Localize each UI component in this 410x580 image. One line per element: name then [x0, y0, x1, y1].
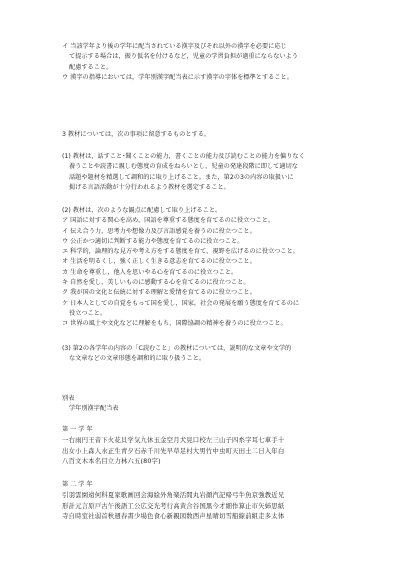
item2: [62, 206, 352, 330]
section3-heading: 3 教材については，次の事項に留意するものとする。: [62, 131, 211, 138]
kanji-line: 八百文木本名目立力林六五(80字): [62, 457, 161, 466]
kanji-line: 一右雨円王音下火花貝学気九休玉金空月犬見口校左三山子四糸字耳七車手十: [62, 436, 285, 445]
section-i-u: [62, 42, 352, 83]
kanji-line: 引羽雲園遠何科夏家歌画回会海絵外角楽活間丸岩顔汽記帰弓牛魚京強教近兄: [62, 491, 285, 500]
appendix-label: 別表: [62, 395, 75, 402]
text-line: て提示する場合は，振り仮名を付けるなど，児童の学習負担が過重にならないよう: [69, 53, 298, 61]
list-item: 役立つこと。: [69, 309, 107, 317]
item3: [62, 344, 352, 365]
text-line: (1) 教材は，話すこと･聞くことの能力，書くことの能力及び読むことの能力を偏りなく: [62, 153, 305, 160]
list-item: コ 世界の風土や文化などに理解をもち，国際協調の精神を養うのに役立つこと。: [62, 320, 287, 328]
grade2-heading: 第 二 学 年: [62, 481, 93, 488]
grade2-section: [62, 480, 352, 522]
grade1-heading: 第 一 学 年: [62, 426, 93, 433]
text-line: 養うことや読書に親しむ態度の育成をねらいとし，児童の発達段階に即して適切な: [69, 163, 298, 171]
list-item: ア 国語に対する関心を高め，国語を尊重する態度を育てるのに役立つこと。: [62, 217, 275, 225]
kanji-line: 寺自時室社弱首秋週春書少場色食心新親図数西声星晴切雪船線前組走多太体: [62, 512, 285, 521]
kanji-line: 出女小上森人水正生青夕石赤千川先早草足村大男竹中虫町天田土二日入年白: [62, 446, 285, 455]
text-line: ウ 漢字の指導においては，学年別漢字配当表に示す漢字の字体を標準とすること。: [62, 73, 293, 81]
text-line: (3) 第2の各学年の内容の「C読むこと」の教材については，説明的な文章や文学的: [62, 345, 292, 352]
list-item: エ 科学的，論理的な見方や考え方をする態度を育て，視野を広げるのに役立つこと。: [62, 248, 299, 256]
text-line: 掲げる言語活動が十分行われるよう教材を選定すること。: [69, 183, 230, 191]
list-item: カ 生命を尊重し，他人を思いやる心を育てるのに役立つこと。: [62, 268, 238, 276]
item2-intro: (2) 教材は，次のような観点に配慮して取り上げること。: [62, 207, 222, 214]
text-line: 話題や題材を精選して調和的に取り上げること。また，第2の3の内容の取扱いに: [69, 173, 294, 181]
appendix-header: [62, 394, 352, 415]
item1: [62, 152, 352, 193]
list-item: ウ 公正かつ適切に判断する能力や態度を育てるのに役立つこと。: [62, 237, 244, 245]
section3-heading-block: [62, 130, 352, 140]
text-line: イ 当該学年より後の学年に配当されている漢字及びそれ以外の漢字を必要に応じ: [62, 43, 287, 50]
grade1-section: [62, 425, 352, 467]
list-item: イ 伝え合う力，思考力や想像力及び言語感覚を養うのに役立つこと。: [62, 227, 256, 235]
list-item: キ 自然を愛し，美しいものに感動する心を育てるのに役立つこと。: [62, 279, 250, 287]
appendix-title: 学年別漢字配当表: [69, 405, 119, 413]
list-item: オ 生活を明るくし，強く正しく生きる意志を育てるのに役立つこと。: [62, 258, 256, 266]
text-line: な文章などの文章形態を調和的に取り扱うこと。: [69, 355, 206, 363]
list-item: ク 我が国の文化と伝統に対する理解と愛情を育てるのに役立つこと。: [62, 289, 256, 297]
text-line: 配慮すること。: [69, 63, 113, 71]
list-item: ケ 日本人としての自覚をもって国を愛し，国家，社会の発展を願う態度を育てるのに: [62, 299, 300, 307]
kanji-line: 形計元言原戸古午後語工公広交光考行高黄合谷国黒今才細作算止市矢姉思紙: [62, 501, 285, 510]
